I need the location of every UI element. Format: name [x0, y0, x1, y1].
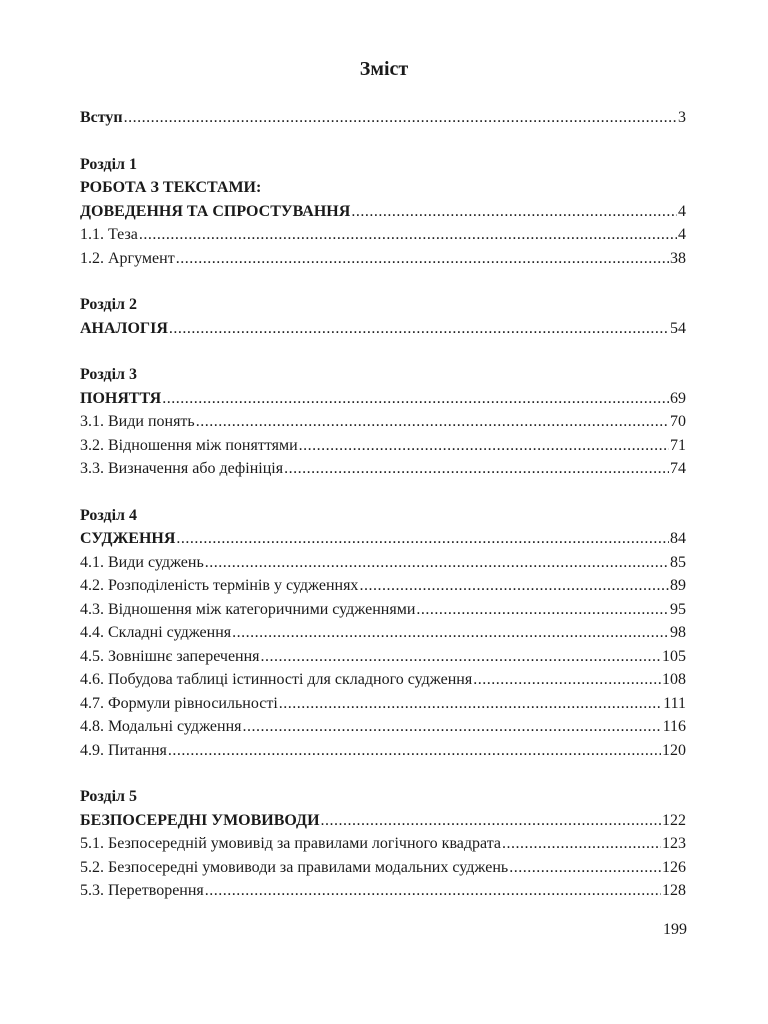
section-number: [80, 363, 686, 387]
section-title-label: РОБОТА З ТЕКСТАМИ:: [80, 179, 262, 196]
toc-entry-page: 4: [678, 202, 686, 220]
toc-entry: [80, 223, 686, 247]
dot-leader: [279, 692, 662, 716]
toc-entry-label: 4.1. Види суджень: [80, 553, 204, 571]
dot-leader: [359, 574, 669, 598]
toc-entry-page: 4: [678, 226, 686, 243]
toc-section: [80, 363, 686, 481]
dot-leader: [416, 598, 669, 622]
toc-entry-label: 4.9. Питання: [80, 741, 167, 759]
toc-section: [80, 293, 686, 340]
toc-section: [80, 153, 686, 271]
toc-entry-page: 128: [662, 882, 686, 899]
toc-entry: [80, 668, 686, 692]
dot-leader: [169, 317, 669, 341]
toc-entry-page: 95: [670, 600, 686, 618]
dot-leader: [176, 527, 669, 551]
dot-leader: [205, 551, 669, 575]
section-number-label: Розділ 2: [80, 296, 138, 313]
toc-entry-label: 3.3. Визначення або дефініція: [80, 460, 284, 477]
section-number: [80, 785, 686, 809]
toc-entry-label: 4.3. Відношення між категоричними судженнями: [80, 600, 416, 618]
dot-leader: [299, 434, 669, 458]
toc-entry-label: 4.5. Зовнішнє заперечення: [80, 647, 260, 665]
toc-entry-page: 116: [662, 718, 686, 735]
dot-leader: [243, 715, 662, 739]
section-title: [80, 387, 686, 411]
toc-intro: [80, 106, 686, 130]
dot-leader: [205, 879, 661, 903]
dot-leader: [284, 457, 669, 481]
dot-leader: [509, 856, 661, 880]
toc-entry-page: 69: [670, 389, 686, 407]
toc-entry-page: 120: [662, 741, 686, 759]
toc-entry-page: 126: [662, 858, 686, 876]
section-title: [80, 809, 686, 833]
toc-entry-page: 111: [663, 694, 686, 712]
toc-entry: [80, 551, 686, 575]
page-title: Зміст: [359, 58, 409, 80]
toc-entry: [80, 598, 686, 622]
toc-entry-page: 108: [662, 671, 686, 688]
toc-entry-page: 54: [670, 319, 686, 337]
toc-entry-label: Вступ: [80, 109, 123, 126]
toc-entry-page: 38: [670, 249, 686, 267]
toc-entry-label: 5.1. Безпосередній умовивід за правилами логічного квадрата: [80, 835, 502, 852]
toc-entry-page: 122: [662, 811, 686, 829]
section-number: [80, 293, 686, 317]
toc-entry-page: 89: [670, 577, 686, 594]
toc-entry-page: 70: [670, 413, 686, 430]
toc-entry-page: 71: [670, 436, 686, 454]
toc-entry: [80, 879, 686, 903]
toc-entry: [80, 247, 686, 271]
toc-entry-page: 123: [662, 835, 686, 852]
dot-leader: [473, 668, 661, 692]
section-title-label: АНАЛОГІЯ: [80, 319, 168, 337]
toc-entry-page: 3: [678, 109, 686, 126]
toc-entry-label: 3.2. Відношення між поняттями: [80, 436, 298, 454]
toc-section: [80, 504, 686, 763]
table-of-contents: [80, 106, 686, 926]
dot-leader: [261, 645, 661, 669]
toc-entry-intro: [80, 106, 686, 130]
section-number-label: Розділ 3: [80, 366, 138, 383]
toc-entry: [80, 692, 686, 716]
section-title-label: ДОВЕДЕННЯ ТА СПРОСТУВАННЯ: [80, 202, 351, 220]
section-number-label: Розділ 5: [80, 788, 138, 805]
toc-entry-label: 4.4. Складні судження: [80, 624, 232, 641]
toc-entry: [80, 715, 686, 739]
toc-entry-label: 3.1. Види понять: [80, 413, 195, 430]
section-title-label: БЕЗПОСЕРЕДНІ УМОВИВОДИ: [80, 811, 320, 829]
dot-leader: [124, 106, 677, 130]
toc-entry: [80, 739, 686, 763]
toc-entry-page: 74: [670, 460, 686, 477]
section-title-label: СУДЖЕННЯ: [80, 530, 176, 547]
dot-leader: [351, 200, 677, 224]
toc-section: [80, 785, 686, 903]
section-title: [80, 200, 686, 224]
dot-leader: [232, 621, 669, 645]
section-number: [80, 504, 686, 528]
toc-entry-page: 85: [670, 553, 686, 571]
dot-leader: [162, 387, 669, 411]
toc-entry: [80, 457, 686, 481]
toc-entry-label: 5.3. Перетворення: [80, 882, 204, 899]
toc-entry-label: 5.2. Безпосередні умовиводи за правилами модальних суджень: [80, 858, 509, 876]
toc-entry-label: 4.7. Формули рівносильності: [80, 694, 278, 712]
toc-entry: [80, 621, 686, 645]
section-title-line: [80, 176, 686, 200]
section-number: [80, 153, 686, 177]
toc-entry: [80, 574, 686, 598]
toc-entry-label: 4.2. Розподіленість термінів у судженнях: [80, 577, 359, 594]
toc-entry: [80, 434, 686, 458]
dot-leader: [321, 809, 661, 833]
dot-leader: [168, 739, 661, 763]
dot-leader: [502, 832, 661, 856]
toc-entry-page: 84: [670, 530, 686, 547]
toc-entry: [80, 645, 686, 669]
dot-leader: [139, 223, 677, 247]
page-number: 199: [663, 921, 687, 938]
toc-entry-label: 1.2. Аргумент: [80, 249, 175, 267]
section-title: [80, 317, 686, 341]
dot-leader: [196, 410, 669, 434]
section-number-label: Розділ 4: [80, 506, 138, 524]
toc-entry: [80, 856, 686, 880]
section-title-label: ПОНЯТТЯ: [80, 389, 162, 407]
toc-entry-label: 4.6. Побудова таблиці істинності для складного судження: [80, 671, 473, 688]
toc-entry: [80, 832, 686, 856]
toc-entry-page: 105: [662, 647, 686, 665]
section-title: [80, 527, 686, 551]
section-number-label: Розділ 1: [80, 155, 138, 173]
toc-entry: [80, 410, 686, 434]
toc-entry-label: 1.1. Теза: [80, 226, 138, 243]
toc-entry-page: 98: [670, 624, 686, 641]
toc-entry-label: 4.8. Модальні судження: [80, 718, 242, 735]
dot-leader: [176, 247, 669, 271]
